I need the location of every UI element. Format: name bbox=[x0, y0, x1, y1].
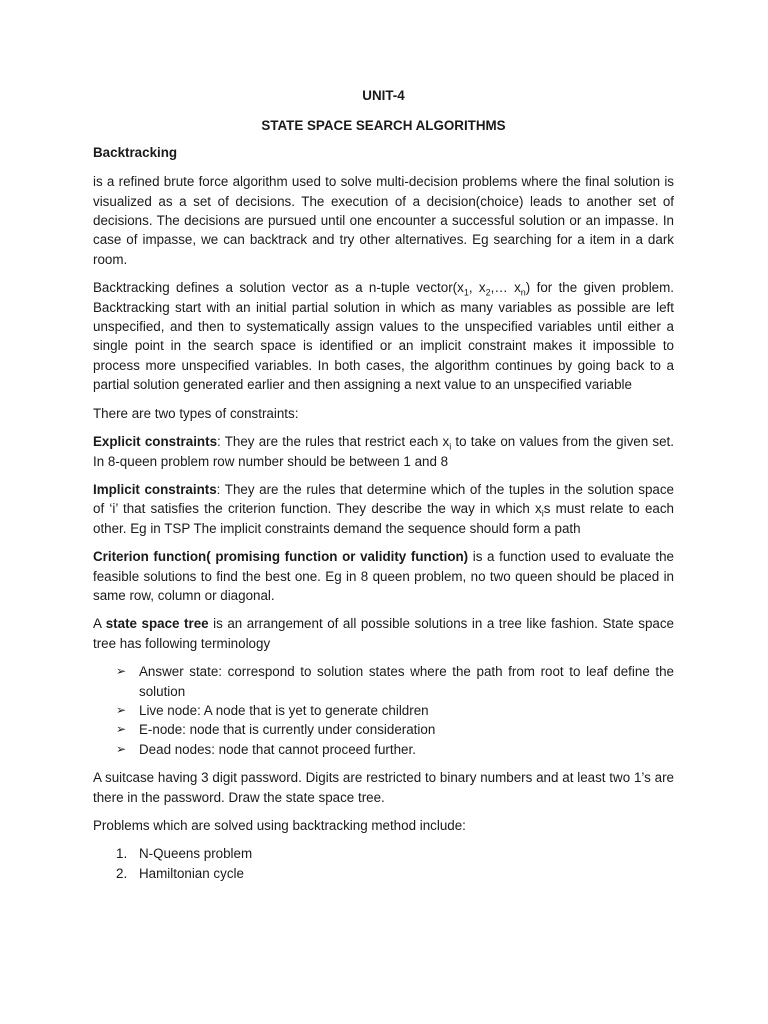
paragraph-suitcase-exercise: A suitcase having 3 digit password. Digits are restricted to binary numbers and at least two 1’s are there in the password. Draw the state space tree. bbox=[93, 770, 674, 805]
arrow-bullet-icon: ➢ bbox=[116, 702, 127, 717]
paragraph-criterion-function: Criterion function( promising function or validity function) is a function used to evaluate the feasible solutions to find the best one. Eg in 8 queen problem, no two queen should be placed in same row, column or diagonal. bbox=[93, 549, 674, 603]
list-item: ➢ Live node: A node that is yet to generate children bbox=[116, 701, 674, 720]
unit-title: UNIT-4 bbox=[362, 88, 405, 103]
section-heading: Backtracking bbox=[93, 144, 178, 160]
terminology-list bbox=[93, 662, 674, 759]
list-item: ➢ E-node: node that is currently under consideration bbox=[116, 720, 674, 739]
problems-list bbox=[93, 844, 674, 883]
arrow-bullet-icon: ➢ bbox=[116, 722, 127, 737]
arrow-bullet-icon: ➢ bbox=[116, 664, 127, 679]
document-content bbox=[93, 86, 674, 883]
paragraph-implicit-constraints: Implicit constraints: They are the rules that determine which of the tuples in the solution space of ‘i’ that satisfies the criterion function. They describe the way in which $x_is$ must relate to each other. Eg in TSP The implicit constraints demand the sequence should form a path bbox=[93, 481, 675, 536]
list-item: ➢ Dead nodes: node that cannot proceed further. bbox=[116, 740, 674, 759]
main-title: STATE SPACE SEARCH ALGORITHMS bbox=[261, 118, 506, 134]
paragraph-definition: is a refined brute force algorithm used to solve multi-decision problems where the final solution is visualized as a set of decisions. The execution of a decision(choice) leads to another set of decisions. The decisions are pursued until one encounter a successful solution or an impasse. In case of impasse, we can backtrack and try other alternatives. Eg searching for a item in a dark room. bbox=[93, 174, 674, 267]
arrow-bullet-icon: ➢ bbox=[116, 741, 127, 756]
paragraph-constraint-types: There are two types of constraints: bbox=[93, 405, 299, 421]
list-item: 2. Hamiltonian cycle bbox=[116, 865, 244, 881]
paragraph-state-space-tree: A state space tree is an arrangement of all possible solutions in a tree like fashion. State space tree has following terminology bbox=[93, 616, 674, 651]
list-item: ➢ Answer state: correspond to solution states where the path from root to leaf define the solution bbox=[116, 664, 674, 699]
list-item: 1. N-Queens problem bbox=[116, 846, 253, 862]
paragraph-problems-intro: Problems which are solved using backtracking method include: bbox=[93, 818, 466, 833]
paragraph-explicit-constraints: Explicit constraints: They are the rules that restrict each $x_i$ to take on values from the given set. In 8-queen problem row number should be between 1 and 8 bbox=[93, 434, 674, 469]
paragraph-solution-vector: Backtracking defines a solution vector as a n-tuple $vector(x_1$, $x_2,\dots$ $x_n$) for the given problem. Backtracking start with an initial partial solution in which as many variables as possible are left unspecified, and then to systematically assign values to the unspecified variables until either a single point in the search space is identified or an implicit constraint makes it impossible to process more unspecified variables. In both cases, the algorithm continues by going back to a partial solution generated earlier and then assigning a next value to an unspecified variable bbox=[93, 280, 674, 393]
